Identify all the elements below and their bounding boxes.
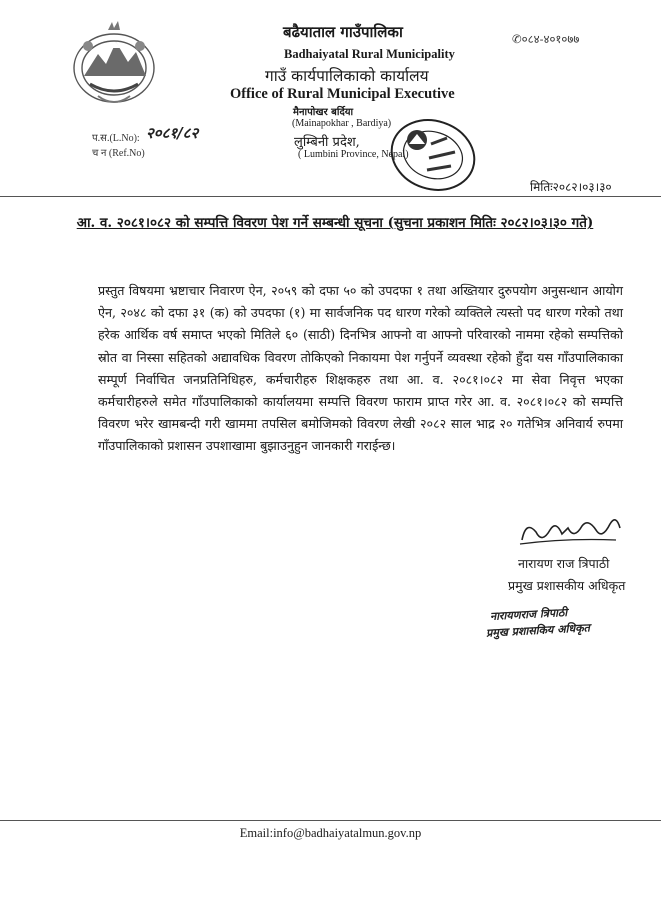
nepal-emblem-icon [68, 18, 160, 110]
province-en: ( Lumbini Province, Nepal) [298, 149, 409, 160]
address-np: मैनापोखर बर्दिया [293, 107, 354, 118]
letter-number-label: प.स.(L.No): [92, 133, 140, 144]
reference-number-label: च न (Ref.No) [92, 148, 145, 159]
letter-date: मितिः२०८२।०३।३० [530, 180, 612, 194]
signatory-name: नारायण राज त्रिपाठी [518, 556, 610, 571]
handwritten-signature-icon [516, 510, 624, 552]
designation-stamp: प्रमुख प्रशासकिय अधिकृत [485, 621, 591, 640]
footer-email: Email:info@badhaiyatalmun.gov.np [239, 826, 422, 840]
name-stamp: नारायणराज त्रिपाठी [489, 605, 568, 624]
municipality-name-en: Badhaiyatal Rural Municipality [284, 47, 455, 61]
phone-number: ✆०८४-४०१०७७ [512, 32, 580, 46]
footer-divider [0, 820, 661, 821]
address-en: (Mainapokhar , Bardiya) [292, 118, 392, 129]
office-name-np: गाउँ कार्यपालिकाको कार्यालय [265, 67, 429, 85]
province-np: लुम्बिनी प्रदेश, [294, 135, 360, 150]
municipality-name-np: बढैयाताल गाउँपालिका [283, 23, 403, 41]
signatory-designation: प्रमुख प्रशासकीय अधिकृत [508, 578, 626, 593]
notice-body: प्रस्तुत विषयमा भ्रष्टाचार निवारण ऐन, २०५९ को दफा ५० को उपदफा १ तथा अख्तियार दुरुपयोग अनुसन्धान आयोग ऐन, २०४८ को दफा ३१ (क) को उपदफा (१) मा सार्वजनिक पद धारण गरेको व्यक्तिले त्यस्तो पद धारण गरेको तथा हरेक आर्थिक वर्ष समाप्त भएको मितिले ६० (साठी) दिनभित्र आफ्नो वा आफ्नो परिवारको नाममा रहेको सम्पत्तिको स्रोत वा निस्सा सहितको अद्यावधिक विवरण तोकिएको निकायमा पेश गर्नुपर्ने व्यवस्था रहेको हुँदा यस गाँउपालिकाका सम्पूर्ण निर्वाचित जनप्रतिनिधिहरु, कर्मचारीहरु शिक्षकहरु तथा आ. व. २०८१।०८२ मा सेवा निवृत्त भएका कर्मचारीहरुले समेत गाँउपालिकाको कार्यालयमा सम्पत्ति विवरण फाराम प्राप्त गरेर आ. व. २०८१।०८२ को सम्पत्ति विवरण भरेर खामबन्दी गरी खाममा तपसिल बमोजिमको विवरण लेखी २०८२ साल भाद्र २० गतेभित्र अनिवार्य रुपमा गाँउपालिकाको प्रशासन उपशाखामा बुझाउनुहुन जानकारी गराईन्छ। [98, 283, 623, 454]
letter-number-value: २०८१/८२ [146, 124, 199, 142]
notice-subject: आ. व. २०८१।०८२ को सम्पत्ति विवरण पेश गर्ने सम्बन्धी सूचना (सुचना प्रकाशन मितिः २०८२।०३।३० गते) [76, 215, 594, 231]
office-stamp-icon [387, 114, 479, 196]
office-name-en: Office of Rural Municipal Executive [230, 86, 455, 102]
header-divider [0, 196, 661, 197]
phone-value: ०८४-४०१०७७ [521, 32, 580, 46]
